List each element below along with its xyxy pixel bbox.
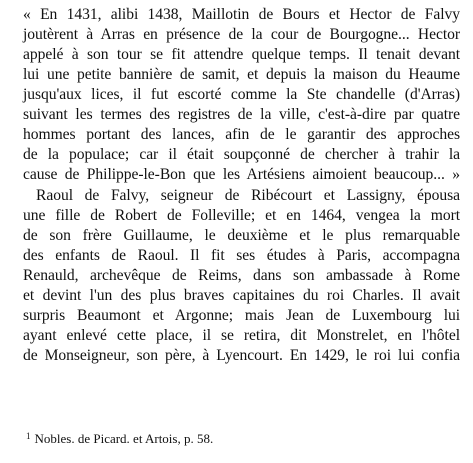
text-line-10: Raoul de Falvy, seigneur de Ribécourt et Lassigny, épousa bbox=[36, 187, 460, 204]
text-line-16: surpris Beaumont et Argonne; mais Jean de Luxembourg lui bbox=[23, 307, 460, 324]
text-line-18: de Monseigneur, son père, à Lyencourt. En 1429, le roi lui confia bbox=[23, 347, 460, 364]
text-line-11: une fille de Robert de Folleville; et en 1464, vengea la mort bbox=[23, 207, 460, 224]
text-line-12: de son frère Guillaume, le deuxième et le plus remarquable bbox=[23, 227, 460, 244]
text-line-3: appelé à son tour se fit attendre quelque temps. Il tenait devant bbox=[23, 46, 460, 63]
text-line-15: et devint l'un des plus braves capitaines du roi Charles. Il avait bbox=[23, 287, 460, 304]
text-line-9: cause de Philippe-le-Bon que les Artésiens aimoient beaucoup... » bbox=[23, 166, 460, 183]
text-line-14: Renauld, archevêque de Reims, dans son ambassade à Rome bbox=[23, 267, 460, 284]
text-line-5: jusqu'aux lices, il fut escorté comme la Ste chandelle (d'Arras) bbox=[23, 86, 460, 103]
text-line-6: suivant les termes des registres de la ville, c'est-à-dire par quatre bbox=[23, 106, 460, 123]
text-line-4: lui une petite bannière de samit, et depuis la maison du Heaume bbox=[23, 66, 460, 83]
text-line-7: hommes portant des lances, afin de le garantir des approches bbox=[23, 126, 460, 143]
text-line-17: ayant enlevé cette place, il se retira, dit Monstrelet, en l'hôtel bbox=[23, 327, 460, 344]
text-line-2: joutèrent à Arras en présence de la cour de Bourgogne... Hector bbox=[23, 26, 460, 43]
text-line-1: « En 1431, alibi 1438, Maillotin de Bours et Hector de Falvy bbox=[23, 6, 460, 23]
footnote-marker: 1 bbox=[26, 431, 31, 441]
footnote-text: Nobles. de Picard. et Artois, p. 58. bbox=[34, 431, 214, 446]
text-line-13: des enfants de Raoul. Il fit ses études à Paris, accompagna bbox=[23, 247, 460, 264]
footnote bbox=[26, 428, 446, 447]
text-line-8: de la populace; car il était soupçonné de chercher à trahir la bbox=[23, 146, 460, 163]
